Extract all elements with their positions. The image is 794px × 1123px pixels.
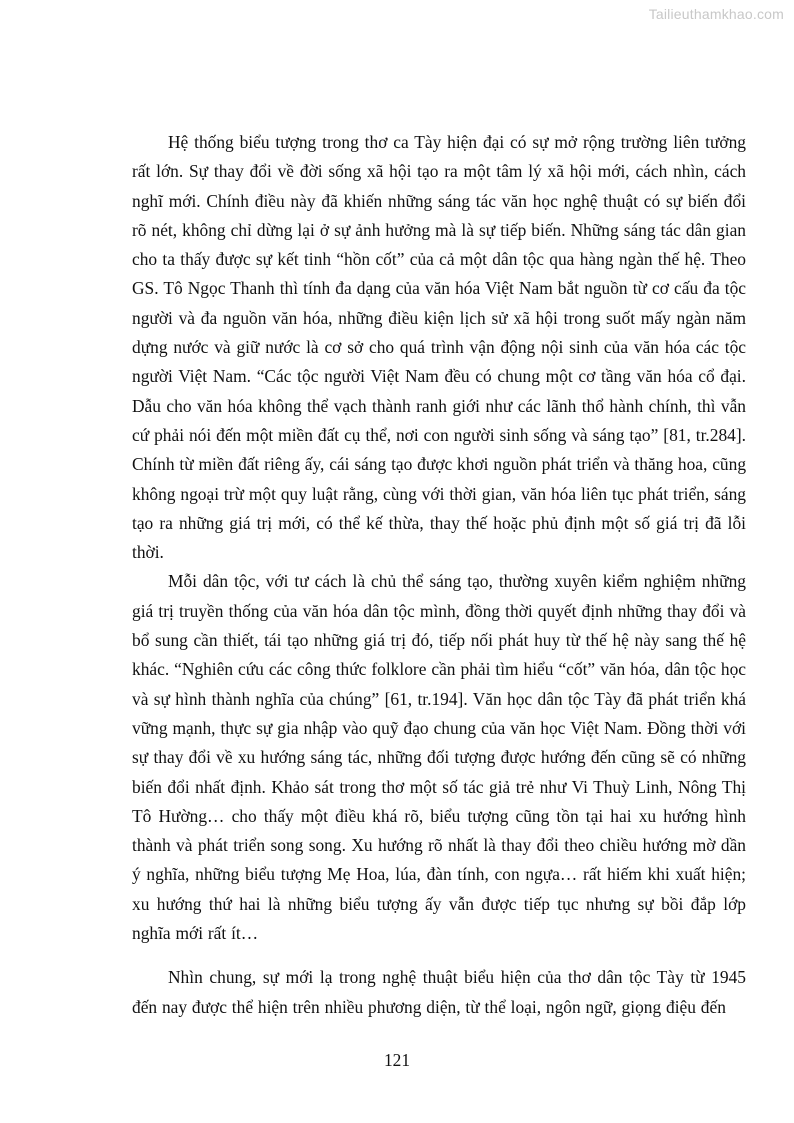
paragraph-3: Nhìn chung, sự mới lạ trong nghệ thuật biểu hiện của thơ dân tộc Tày từ 1945 đến nay được thể hiện trên nhiều phương diện, từ thể loại, ngôn ngữ, giọng điệu đến <box>132 967 746 1017</box>
page-body <box>132 128 746 1022</box>
paragraph-2: Mỗi dân tộc, với tư cách là chủ thể sáng tạo, thường xuyên kiểm nghiệm những giá trị truyền thống của văn hóa dân tộc mình, đồng thời quyết định những thay đổi và bổ sung cần thiết, tái tạo những giá trị đó, tiếp nối phát huy từ thế hệ này sang thế hệ khác. “Nghiên cứu các công thức folklore cần phải tìm hiểu “cốt” văn hóa, dân tộc học và sự hình thành nghĩa của chúng” [61, tr.194]. Văn học dân tộc Tày đã phát triển khá vững mạnh, thực sự gia nhập vào quỹ đạo chung của văn học Việt Nam. Đồng thời với sự thay đổi về xu hướng sáng tác, những đối tượng được hướng đến cũng sẽ có những biến đổi nhất định. Khảo sát trong thơ một số tác giả trẻ như Vi Thuỳ Linh, Nông Thị Tô Hường… cho thấy một điều khá rõ, biểu tượng cũng tồn tại hai xu hướng hình thành và phát triển song song. Xu hướng rõ nhất là thay đổi theo chiều hướng mờ dần ý nghĩa, những biểu tượng Mẹ Hoa, lúa, đàn tính, con ngựa… rất hiếm khi xuất hiện; xu hướng thứ hai là những biểu tượng ấy vẫn được tiếp tục nhưng sự bồi đắp lớp nghĩa mới rất ít… <box>132 571 746 944</box>
watermark: Tailieuthamkhao.com <box>648 6 784 22</box>
paragraph-1: Hệ thống biểu tượng trong thơ ca Tày hiện đại có sự mở rộng trường liên tưởng rất lớn. Sự thay đổi về đời sống xã hội tạo ra một tâm lý xã hội mới, cách nhìn, cách nghĩ mới. Chính điều này đã khiến những sáng tác văn học nghệ thuật có sự biến đổi rõ nét, không chỉ dừng lại ở sự ảnh hưởng mà là sự tiếp biến. Những sáng tác dân gian cho ta thấy được sự kết tinh “hồn cốt” của cả một dân tộc qua hàng ngàn thế hệ. Theo GS. Tô Ngọc Thanh thì tính đa dạng của văn hóa Việt Nam bắt nguồn từ cơ cấu đa tộc người và đa nguồn văn hóa, những điều kiện lịch sử xã hội trong suốt mấy ngàn năm dựng nước và giữ nước là cơ sở cho quá trình vận động nội sinh của văn hóa các tộc người Việt Nam. “Các tộc người Việt Nam đều có chung một cơ tầng văn hóa cổ đại. Dẫu cho văn hóa không thể vạch thành ranh giới như các lãnh thổ hành chính, thì vẫn cứ phải nói đến một miền đất cụ thể, nơi con người sinh sống và sáng tạo” [81, tr.284]. Chính từ miền đất riêng ấy, cái sáng tạo được khơi nguồn phát triển và thăng hoa, cũng không ngoại trừ một quy luật rằng, cùng với thời gian, văn hóa liên tục phát triển, sáng tạo ra những giá trị mới, có thể kế thừa, thay thế hoặc phủ định một số giá trị đã lỗi thời. <box>132 132 747 563</box>
page-number: 121 <box>383 1050 411 1070</box>
